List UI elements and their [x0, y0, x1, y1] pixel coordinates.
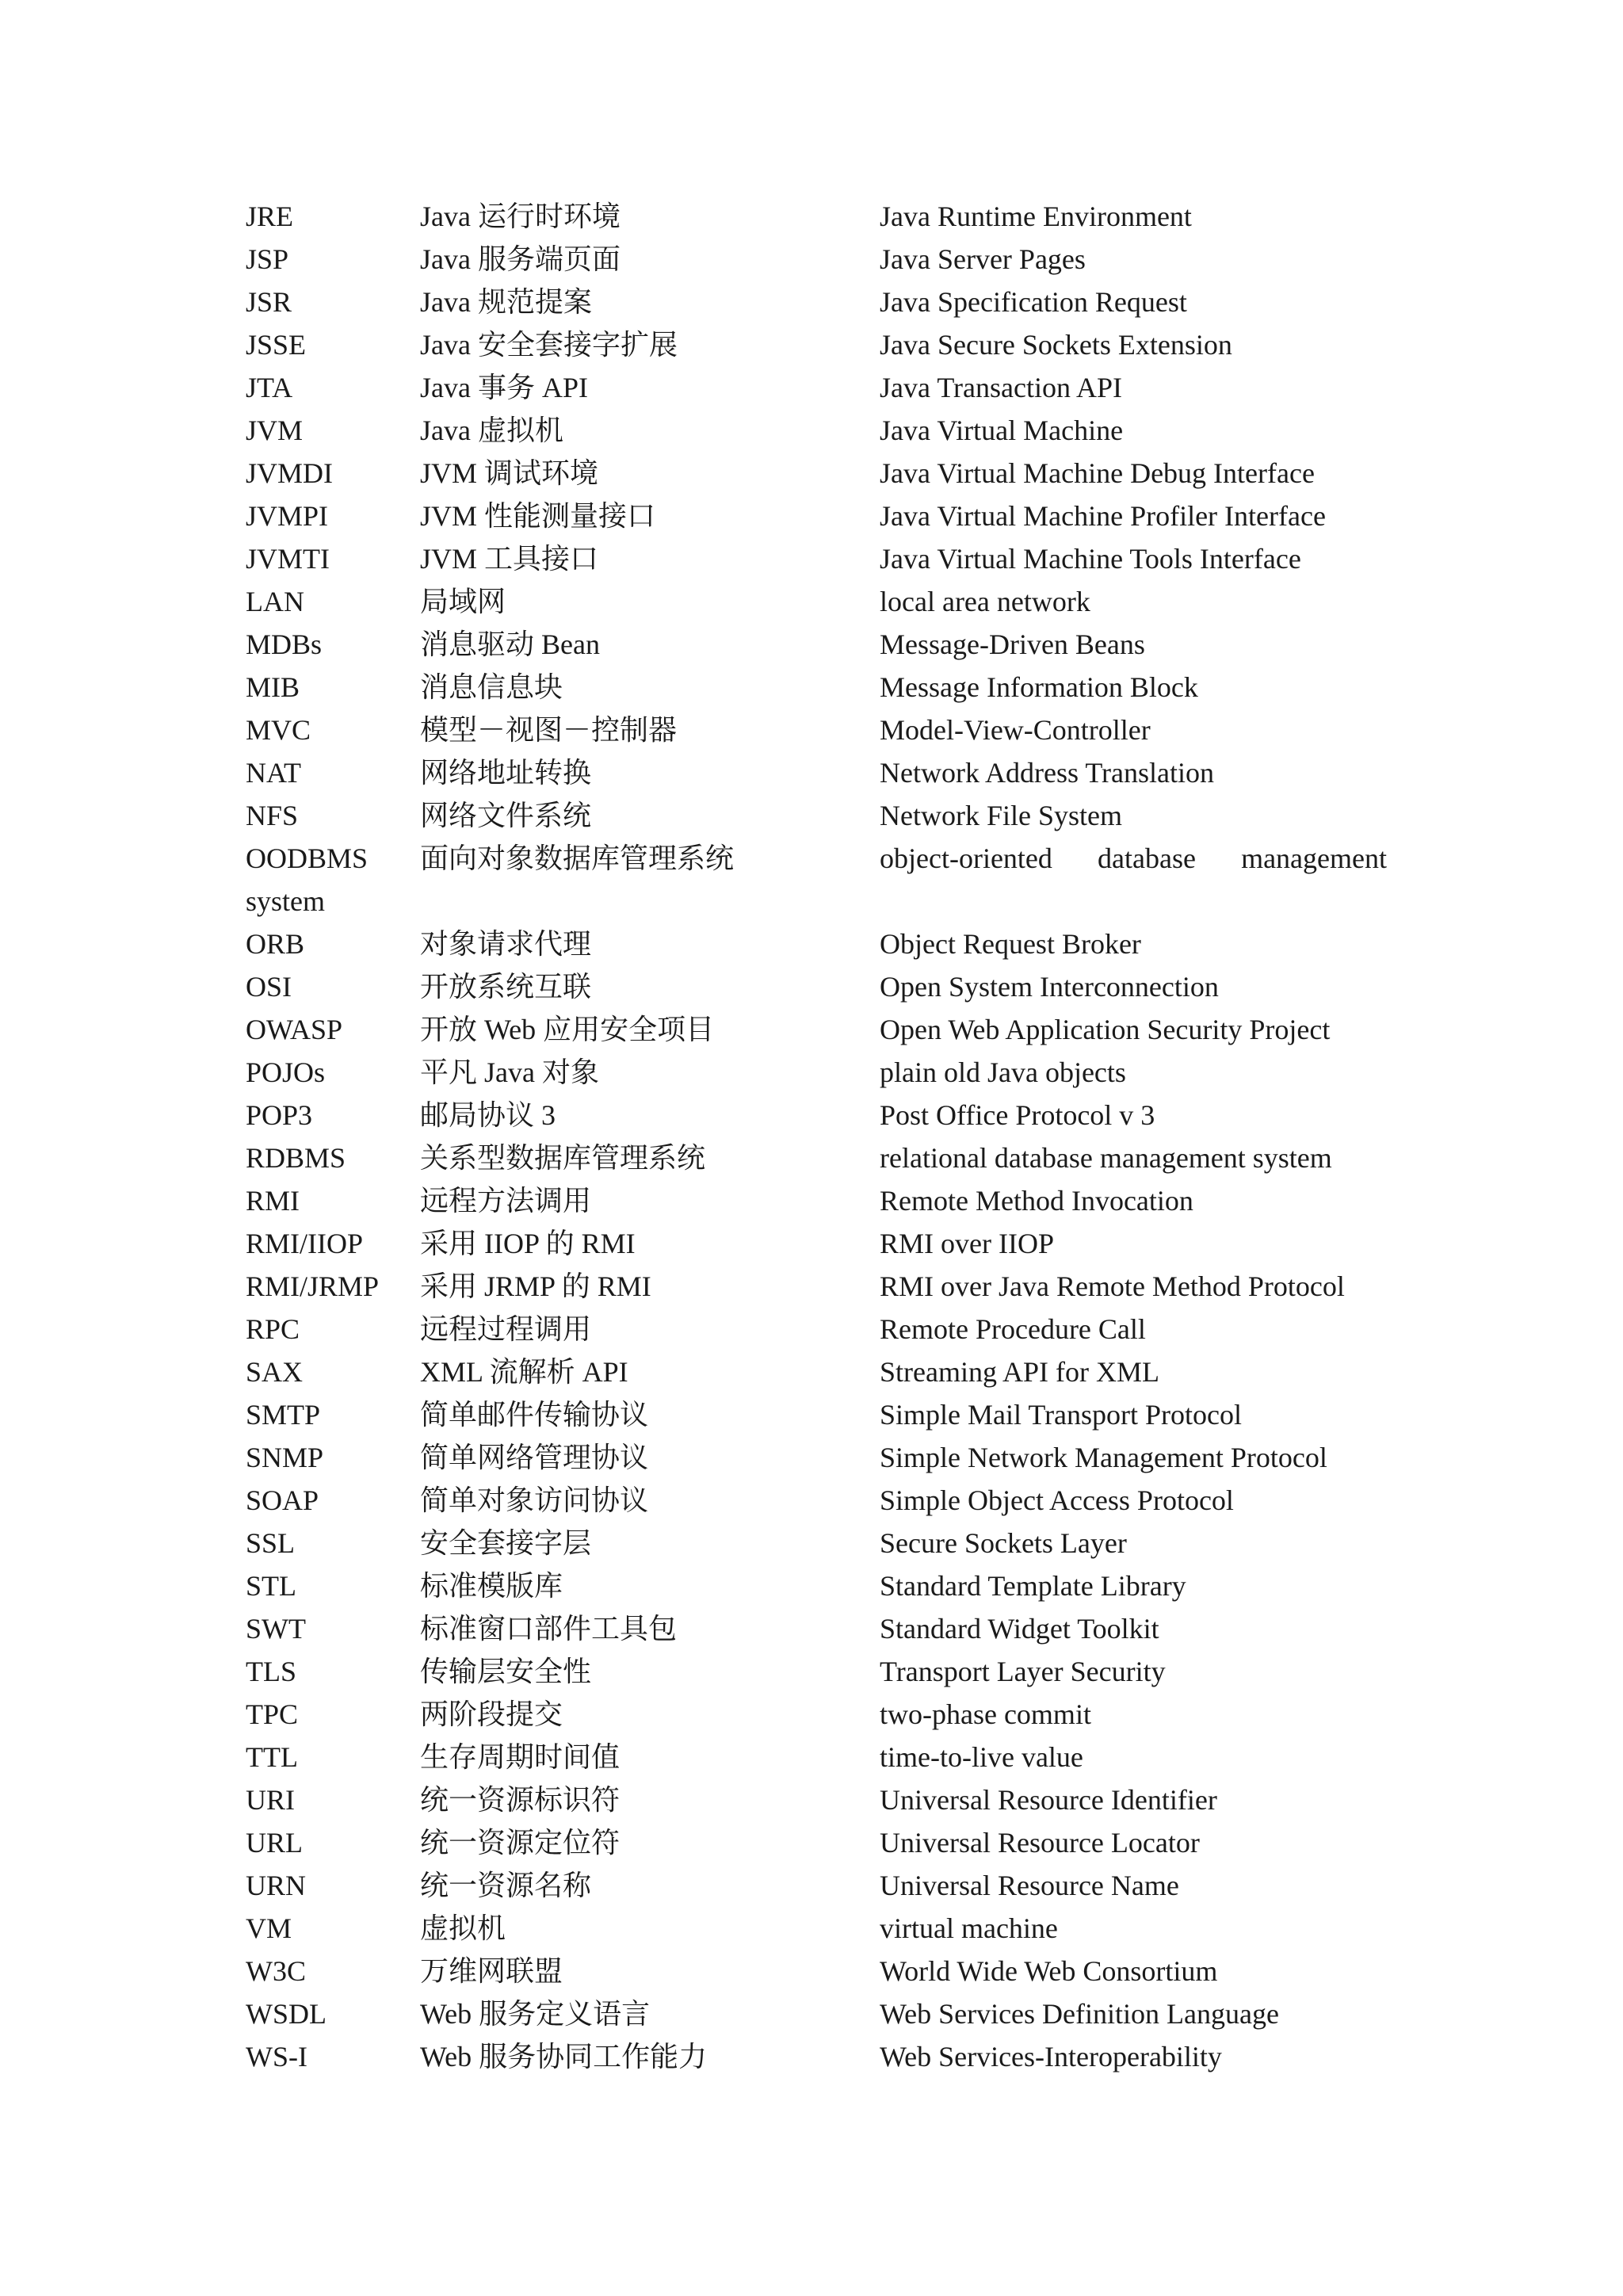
chinese-term: 统一资源标识符: [420, 1784, 621, 1816]
english-term: Universal Resource Name: [880, 1870, 1179, 1901]
chinese-term: 万维网联盟: [420, 1955, 563, 1987]
chinese-term: 传输层安全性: [420, 1656, 592, 1687]
abbreviation: OODBMS: [246, 842, 369, 874]
glossary-row: [246, 1094, 1387, 1137]
chinese-term: 局域网: [420, 586, 506, 617]
glossary-row: [246, 794, 1387, 837]
abbreviation: SAX: [246, 1356, 304, 1388]
english-term: relational database management system: [880, 1142, 1332, 1174]
english-term: Web Services-Interoperability: [880, 2041, 1222, 2073]
chinese-term: 生存周期时间值: [420, 1741, 621, 1773]
english-term: two-phase commit: [880, 1698, 1091, 1730]
abbreviation: RPC: [246, 1313, 300, 1345]
abbreviation: POP3: [246, 1099, 313, 1131]
glossary-row: [246, 1393, 1387, 1436]
english-term: Network Address Translation: [880, 757, 1214, 789]
glossary-row: [246, 1479, 1387, 1522]
chinese-term: Java 规范提案: [420, 286, 592, 318]
abbreviation: NAT: [246, 757, 301, 789]
abbreviation: URL: [246, 1827, 303, 1859]
chinese-term: JVM 调试环境: [420, 457, 599, 489]
glossary-row: [246, 1265, 1387, 1308]
english-term-word: object-oriented: [880, 842, 1052, 874]
abbreviation: ORB: [246, 928, 305, 960]
abbreviation: MVC: [246, 714, 311, 746]
english-term: Open Web Application Security Project: [880, 1014, 1331, 1045]
glossary-row: [246, 1222, 1387, 1265]
english-term: time-to-live value: [880, 1741, 1083, 1773]
abbreviation: JVMDI: [246, 457, 334, 489]
english-term: Network File System: [880, 800, 1122, 831]
abbreviation: URN: [246, 1870, 307, 1901]
english-term: Standard Widget Toolkit: [880, 1613, 1159, 1645]
english-term: Simple Mail Transport Protocol: [880, 1399, 1243, 1431]
glossary-row: [246, 2035, 1387, 2078]
chinese-term: 开放 Web 应用安全项目: [420, 1014, 715, 1045]
glossary-row: [246, 965, 1387, 1008]
english-term: Java Transaction API: [880, 372, 1122, 403]
chinese-term: 对象请求代理: [420, 928, 592, 960]
english-term: Java Virtual Machine: [880, 415, 1124, 446]
english-term: Universal Resource Identifier: [880, 1784, 1217, 1816]
english-term: Java Secure Sockets Extension: [880, 329, 1232, 361]
glossary-row: [246, 623, 1387, 666]
chinese-term: 网络文件系统: [420, 800, 592, 831]
english-term: Remote Method Invocation: [880, 1185, 1193, 1217]
glossary-row: [246, 1308, 1387, 1350]
abbreviation: URI: [246, 1784, 295, 1816]
english-term-word: database: [1098, 842, 1196, 874]
chinese-term: 简单网络管理协议: [420, 1442, 649, 1473]
glossary-row: [246, 751, 1387, 794]
glossary-row: [246, 238, 1387, 281]
glossary-row: [246, 1522, 1387, 1564]
english-term: Java Server Pages: [880, 243, 1086, 275]
chinese-term: 统一资源定位符: [420, 1827, 621, 1859]
chinese-term: Java 运行时环境: [420, 201, 621, 232]
glossary-row: [246, 709, 1387, 751]
abbreviation: JTA: [246, 372, 293, 403]
glossary-row: [246, 666, 1387, 709]
glossary-row: [246, 537, 1387, 580]
english-term: Universal Resource Locator: [880, 1827, 1200, 1859]
chinese-term: 虚拟机: [420, 1912, 506, 1944]
abbreviation: OSI: [246, 971, 292, 1003]
english-term: Open System Interconnection: [880, 971, 1219, 1003]
english-term: local area network: [880, 586, 1090, 617]
chinese-term: 关系型数据库管理系统: [420, 1142, 706, 1174]
chinese-term: Java 安全套接字扩展: [420, 329, 678, 361]
glossary-row: [246, 195, 1387, 238]
glossary-row: [246, 1736, 1387, 1778]
english-term: Transport Layer Security: [880, 1656, 1166, 1687]
abbreviation: SMTP: [246, 1399, 321, 1431]
glossary-row: [246, 923, 1387, 965]
abbreviation: SNMP: [246, 1442, 324, 1473]
english-term: Object Request Broker: [880, 928, 1141, 960]
glossary-row: [246, 1992, 1387, 2035]
abbreviation: RMI/IIOP: [246, 1228, 364, 1259]
chinese-term: Web 服务定义语言: [420, 1998, 651, 2030]
glossary-row: [246, 1564, 1387, 1607]
abbreviation: NFS: [246, 800, 299, 831]
glossary-row: [246, 580, 1387, 623]
abbreviation: JRE: [246, 201, 294, 232]
chinese-term: 面向对象数据库管理系统: [420, 842, 735, 874]
english-term: Post Office Protocol v 3: [880, 1099, 1155, 1131]
abbreviation: RDBMS: [246, 1142, 346, 1174]
abbreviation: MIB: [246, 671, 300, 703]
chinese-term: 标准模版库: [420, 1570, 563, 1602]
abbreviation: JVM: [246, 415, 304, 446]
english-term: virtual machine: [880, 1912, 1058, 1944]
english-term: Standard Template Library: [880, 1570, 1186, 1602]
abbreviation: JSR: [246, 286, 292, 318]
english-term: Java Virtual Machine Tools Interface: [880, 543, 1301, 575]
glossary-row: [246, 1907, 1387, 1950]
english-term: Java Virtual Machine Profiler Interface: [880, 500, 1326, 532]
english-term: Simple Object Access Protocol: [880, 1484, 1234, 1516]
abbreviation: TPC: [246, 1698, 299, 1730]
glossary-row: [246, 281, 1387, 323]
english-term: Java Runtime Environment: [880, 201, 1192, 232]
chinese-term: Web 服务协同工作能力: [420, 2041, 708, 2073]
chinese-term: JVM 工具接口: [420, 543, 599, 575]
abbreviation: STL: [246, 1570, 297, 1602]
abbreviation: RMI/JRMP: [246, 1270, 380, 1302]
english-term: Web Services Definition Language: [880, 1998, 1279, 2030]
abbreviation: JVMPI: [246, 500, 329, 532]
chinese-term: Java 虚拟机: [420, 415, 563, 446]
english-term-continuation: system: [246, 885, 326, 917]
english-term: RMI over Java Remote Method Protocol: [880, 1270, 1345, 1302]
abbreviation: TTL: [246, 1741, 298, 1773]
chinese-term: 开放系统互联: [420, 971, 592, 1003]
glossary-row: [246, 1864, 1387, 1907]
abbreviation: WSDL: [246, 1998, 327, 2030]
abbreviation: W3C: [246, 1955, 306, 1987]
chinese-term: Java 服务端页面: [420, 243, 621, 275]
chinese-term: 标准窗口部件工具包: [420, 1613, 678, 1645]
chinese-term: 平凡 Java 对象: [420, 1056, 599, 1088]
glossary-row: [246, 837, 1387, 923]
abbreviation: VM: [246, 1912, 292, 1944]
abbreviation: WS-I: [246, 2041, 307, 2073]
glossary-row: [246, 1693, 1387, 1736]
english-term: plain old Java objects: [880, 1056, 1126, 1088]
chinese-term: 远程过程调用: [420, 1313, 592, 1345]
glossary-row: [246, 495, 1387, 537]
glossary-row: [246, 366, 1387, 409]
chinese-term: 采用 IIOP 的 RMI: [420, 1228, 636, 1259]
glossary-row: [246, 323, 1387, 366]
abbreviation: MDBs: [246, 628, 323, 660]
english-term: Message-Driven Beans: [880, 628, 1145, 660]
chinese-term: 两阶段提交: [420, 1698, 563, 1730]
glossary-row: [246, 1778, 1387, 1821]
glossary-row: [246, 1051, 1387, 1094]
english-term: World Wide Web Consortium: [880, 1955, 1218, 1987]
abbreviation: SSL: [246, 1527, 296, 1559]
glossary-row: [246, 1950, 1387, 1992]
abbreviation: OWASP: [246, 1014, 343, 1045]
chinese-term: 简单邮件传输协议: [420, 1399, 649, 1431]
chinese-term: JVM 性能测量接口: [420, 500, 656, 532]
abbreviation: TLS: [246, 1656, 297, 1687]
english-term: Model-View-Controller: [880, 714, 1151, 746]
glossary-row: [246, 1137, 1387, 1179]
abbreviation: SOAP: [246, 1484, 319, 1516]
glossary-row: [246, 1650, 1387, 1693]
chinese-term: 消息驱动 Bean: [420, 628, 600, 660]
abbreviation: RMI: [246, 1185, 300, 1217]
chinese-term: 消息信息块: [420, 671, 563, 703]
glossary-row: [246, 452, 1387, 495]
english-term: RMI over IIOP: [880, 1228, 1054, 1259]
english-term: Remote Procedure Call: [880, 1313, 1146, 1345]
chinese-term: 安全套接字层: [420, 1527, 592, 1559]
english-term: Java Specification Request: [880, 286, 1187, 318]
english-term: Streaming API for XML: [880, 1356, 1159, 1388]
abbreviation: POJOs: [246, 1056, 326, 1088]
english-term: Secure Sockets Layer: [880, 1527, 1127, 1559]
chinese-term: Java 事务 API: [420, 372, 588, 403]
chinese-term: XML 流解析 API: [420, 1356, 628, 1388]
chinese-term: 统一资源名称: [420, 1870, 592, 1901]
glossary-row: [246, 1436, 1387, 1479]
english-term: Simple Network Management Protocol: [880, 1442, 1327, 1473]
english-term: [880, 837, 1387, 880]
abbreviation: LAN: [246, 586, 304, 617]
abbreviation: SWT: [246, 1613, 306, 1645]
english-term-word: management: [1241, 842, 1387, 874]
abbreviation: JVMTI: [246, 543, 330, 575]
chinese-term: 网络地址转换: [420, 757, 592, 789]
glossary-row: [246, 409, 1387, 452]
glossary-list: [246, 195, 1387, 2078]
glossary-row: [246, 1179, 1387, 1222]
abbreviation: JSSE: [246, 329, 307, 361]
english-term: Java Virtual Machine Debug Interface: [880, 457, 1315, 489]
glossary-row: [246, 1008, 1387, 1051]
glossary-row: [246, 1607, 1387, 1650]
chinese-term: 采用 JRMP 的 RMI: [420, 1270, 651, 1302]
chinese-term: 邮局协议 3: [420, 1099, 556, 1131]
chinese-term: 远程方法调用: [420, 1185, 592, 1217]
abbreviation: JSP: [246, 243, 289, 275]
chinese-term: 简单对象访问协议: [420, 1484, 649, 1516]
glossary-row: [246, 1350, 1387, 1393]
chinese-term: 模型－视图－控制器: [420, 714, 678, 746]
glossary-row: [246, 1821, 1387, 1864]
english-term: Message Information Block: [880, 671, 1198, 703]
